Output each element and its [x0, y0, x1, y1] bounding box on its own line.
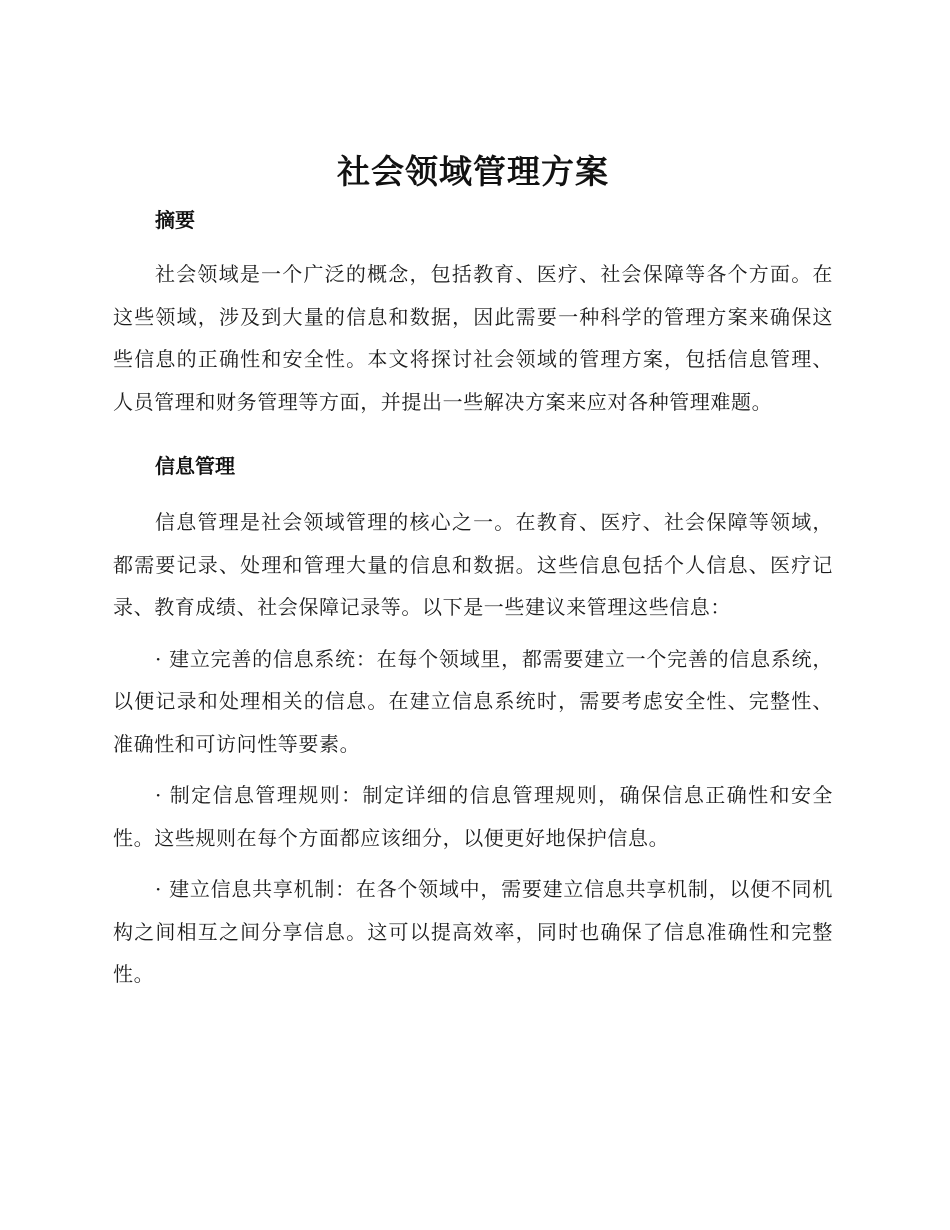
abstract-paragraph: 社会领域是一个广泛的概念，包括教育、医疗、社会保障等各个方面。在这些领域，涉及到大量的信息和数据，因此需要一种科学的管理方案来确保这些信息的正确性和安全性。本文将探讨社会领域的管理方案，包括信息管理、人员管理和财务管理等方面，并提出一些解决方案来应对各种管理难题。	[113, 262, 833, 414]
info-management-intro-paragraph: 信息管理是社会领域管理的核心之一。在教育、医疗、社会保障等领域，都需要记录、处理和管理大量的信息和数据。这些信息包括个人信息、医疗记录、教育成绩、社会保障记录等。以下是一些建议来管理这些信息：	[113, 510, 833, 619]
section-heading-abstract: 摘要	[155, 208, 195, 232]
section-heading-info-management: 信息管理	[155, 454, 235, 478]
bullet-paragraph-info-sharing: · 建立信息共享机制：在各个领域中，需要建立信息共享机制，以便不同机构之间相互之间分享信息。这可以提高效率，同时也确保了信息准确性和完整性。	[113, 877, 833, 986]
bullet-paragraph-info-system: · 建立完善的信息系统：在每个领域里，都需要建立一个完善的信息系统，以便记录和处理相关的信息。在建立信息系统时，需要考虑安全性、完整性、准确性和可访问性等要素。	[113, 646, 833, 756]
document-title: 社会领域管理方案	[337, 152, 609, 191]
bullet-paragraph-info-rules: · 制定信息管理规则：制定详细的信息管理规则，确保信息正确性和安全性。这些规则在每个方面都应该细分，以便更好地保护信息。	[113, 783, 833, 850]
document-content	[113, 150, 833, 996]
